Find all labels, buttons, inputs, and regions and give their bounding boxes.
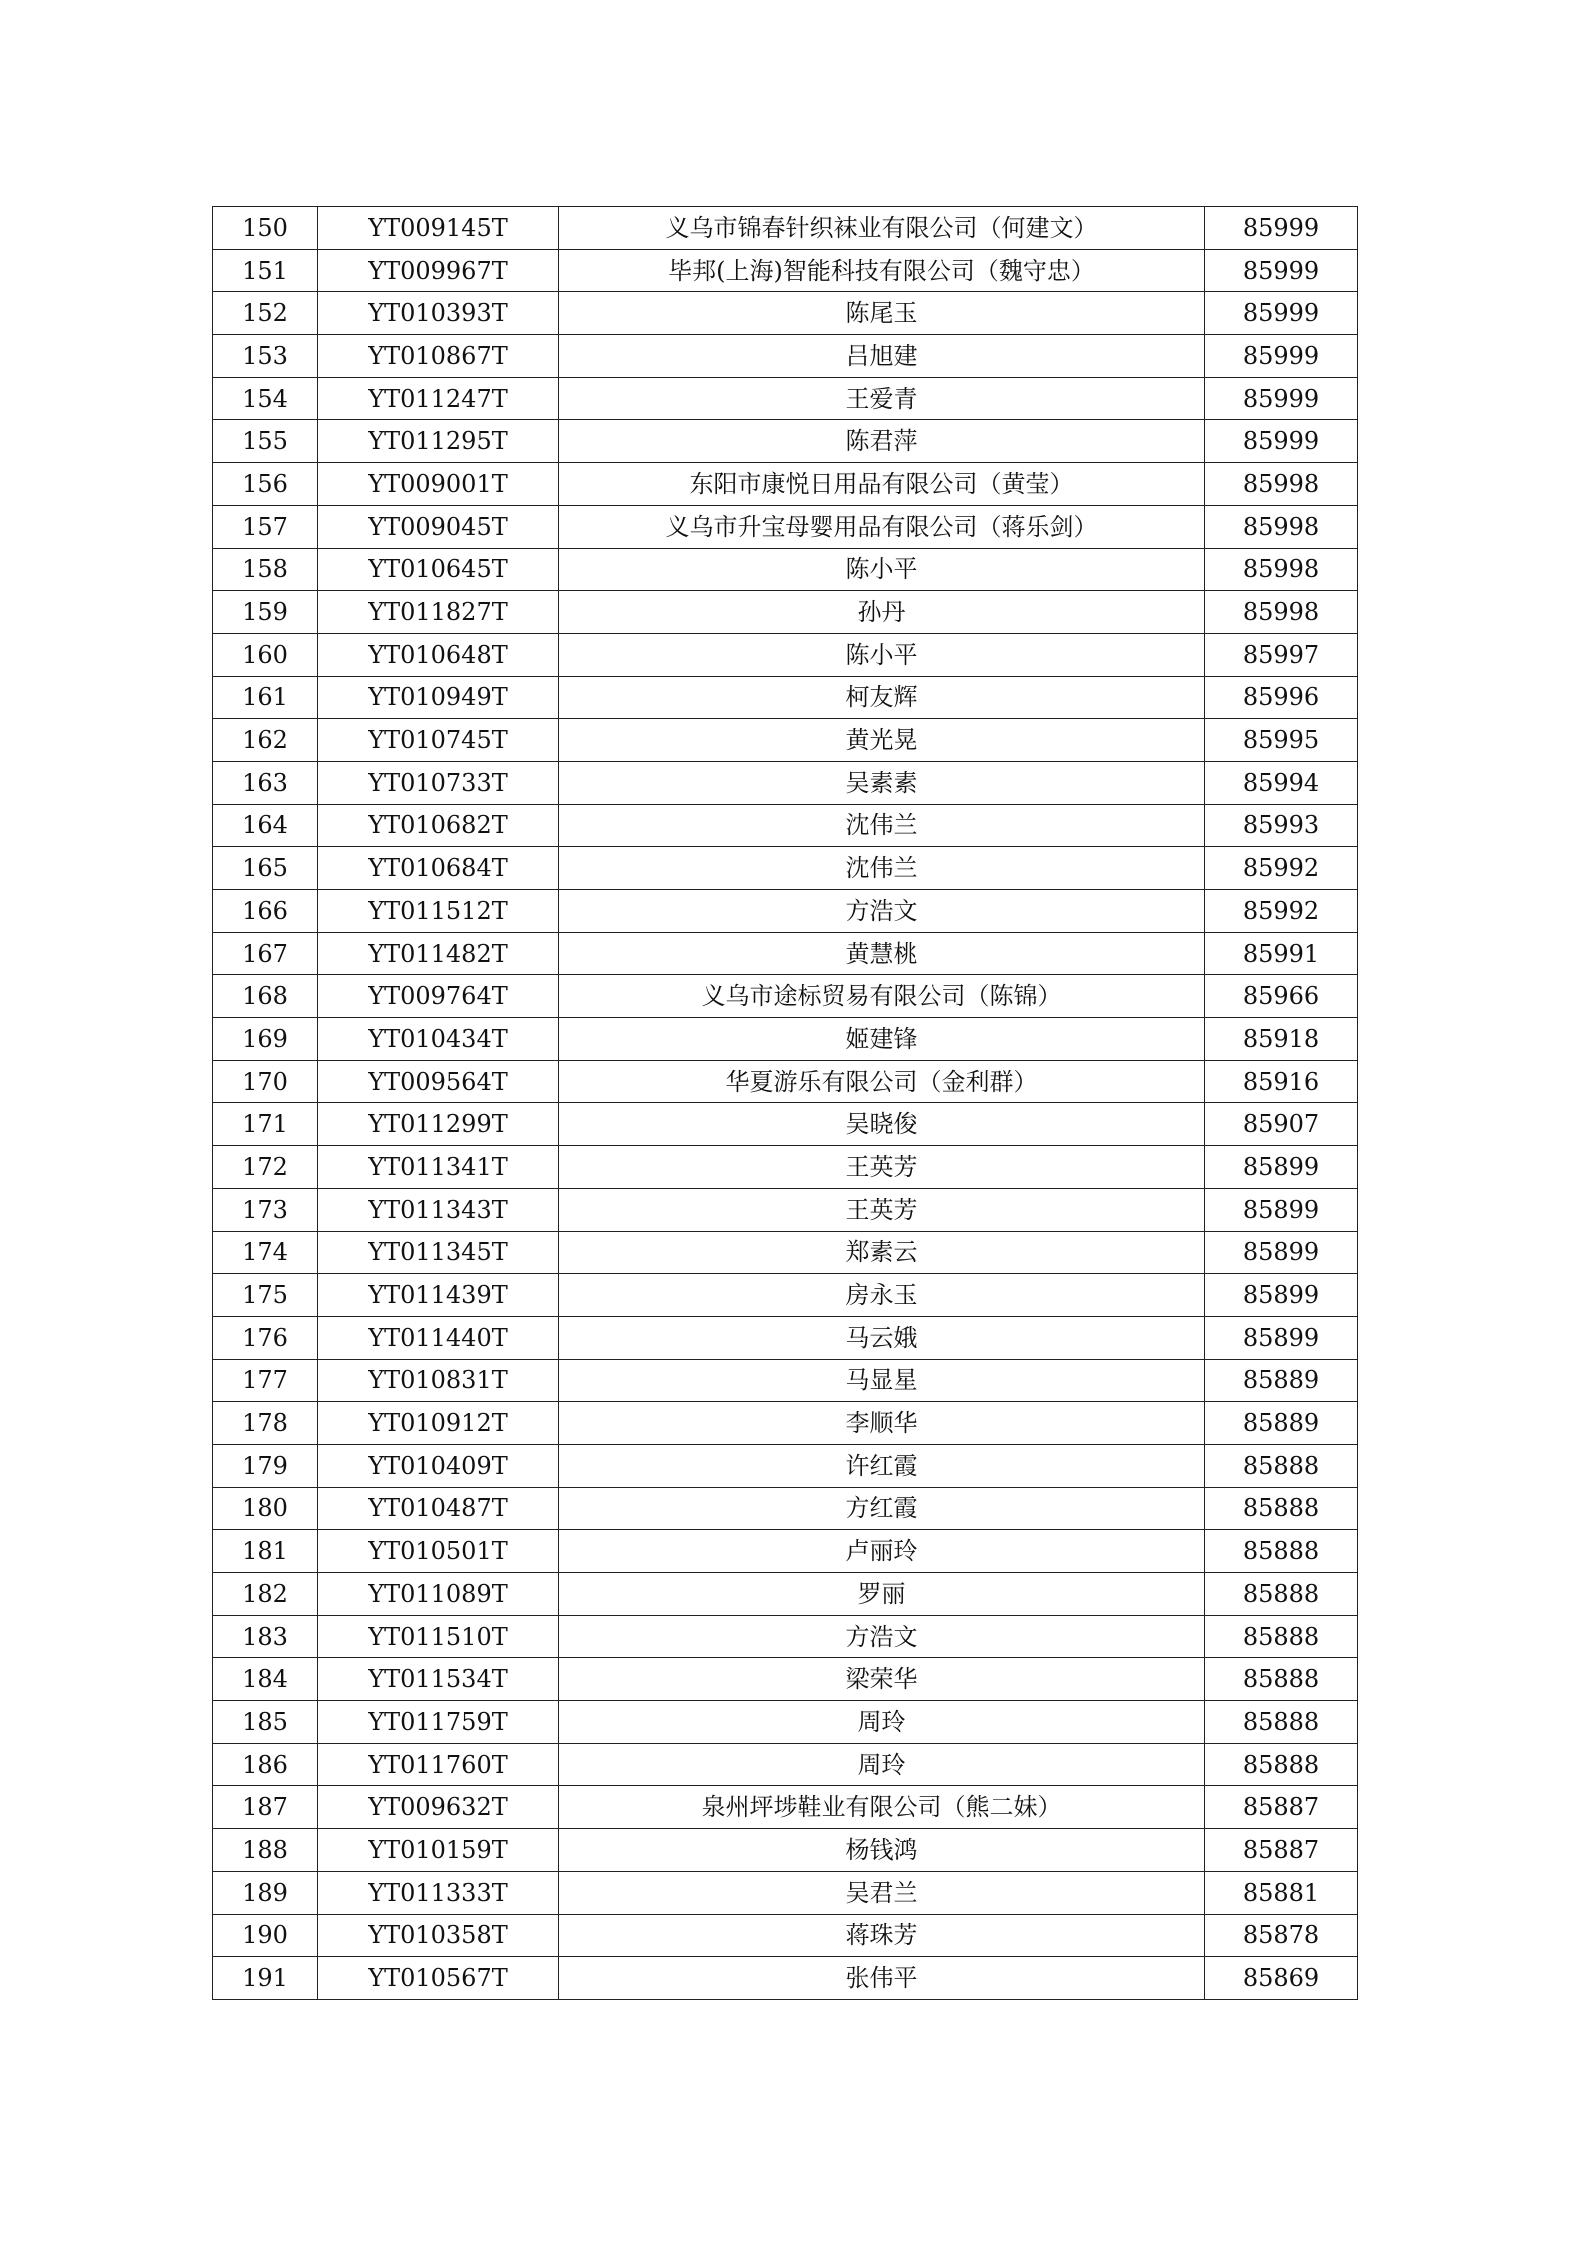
entrant-name-cell: 房永玉 [559,1274,1205,1317]
entrant-name-cell: 陈小平 [559,633,1205,676]
row-number-cell: 152 [213,292,318,335]
score-cell: 85887 [1205,1786,1358,1829]
row-number-cell: 188 [213,1829,318,1872]
entrant-name-cell: 华夏游乐有限公司（金利群） [559,1060,1205,1103]
table-row [213,1103,1358,1146]
table-row [213,591,1358,634]
entry-code-cell: YT010159T [318,1829,559,1872]
score-cell: 85888 [1205,1444,1358,1487]
table-row [213,975,1358,1018]
entrant-name-cell: 沈伟兰 [559,804,1205,847]
entrant-name-cell: 杨钱鸿 [559,1829,1205,1872]
entry-code-cell: YT009001T [318,463,559,506]
entry-code-cell: YT010501T [318,1530,559,1573]
row-number-cell: 169 [213,1018,318,1061]
row-number-cell: 164 [213,804,318,847]
score-cell: 85888 [1205,1615,1358,1658]
score-cell: 85996 [1205,676,1358,719]
score-cell: 85999 [1205,335,1358,378]
row-number-cell: 183 [213,1615,318,1658]
table-row [213,890,1358,933]
entrant-name-cell: 姬建锋 [559,1018,1205,1061]
entry-code-cell: YT011341T [318,1146,559,1189]
table-row [213,1743,1358,1786]
entrant-name-cell: 方浩文 [559,1615,1205,1658]
entry-code-cell: YT010567T [318,1957,559,2000]
row-number-cell: 153 [213,335,318,378]
row-number-cell: 185 [213,1701,318,1744]
score-cell: 85992 [1205,847,1358,890]
row-number-cell: 184 [213,1658,318,1701]
entrant-name-cell: 沈伟兰 [559,847,1205,890]
entrant-name-cell: 毕邦(上海)智能科技有限公司（魏守忠） [559,249,1205,292]
row-number-cell: 186 [213,1743,318,1786]
score-cell: 85888 [1205,1573,1358,1616]
row-number-cell: 177 [213,1359,318,1402]
entry-code-cell: YT011333T [318,1871,559,1914]
entrant-name-cell: 泉州坪埗鞋业有限公司（熊二妹） [559,1786,1205,1829]
score-cell: 85889 [1205,1359,1358,1402]
row-number-cell: 168 [213,975,318,1018]
entry-code-cell: YT010684T [318,847,559,890]
table-row [213,505,1358,548]
entry-code-cell: YT010831T [318,1359,559,1402]
row-number-cell: 156 [213,463,318,506]
entry-code-cell: YT009632T [318,1786,559,1829]
entrant-name-cell: 吴晓俊 [559,1103,1205,1146]
entry-code-cell: YT011440T [318,1316,559,1359]
entry-code-cell: YT010682T [318,804,559,847]
score-cell: 85899 [1205,1316,1358,1359]
table-row [213,1018,1358,1061]
entrant-name-cell: 王英芳 [559,1188,1205,1231]
row-number-cell: 191 [213,1957,318,2000]
entry-code-cell: YT010733T [318,761,559,804]
entrant-name-cell: 方浩文 [559,890,1205,933]
entrant-name-cell: 卢丽玲 [559,1530,1205,1573]
entrant-name-cell: 吕旭建 [559,335,1205,378]
row-number-cell: 172 [213,1146,318,1189]
entrant-name-cell: 梁荣华 [559,1658,1205,1701]
entrant-name-cell: 黄慧桃 [559,932,1205,975]
table-row [213,249,1358,292]
score-cell: 85999 [1205,420,1358,463]
entrant-name-cell: 周玲 [559,1743,1205,1786]
entrant-name-cell: 马显星 [559,1359,1205,1402]
score-cell: 85998 [1205,591,1358,634]
row-number-cell: 180 [213,1487,318,1530]
table-row [213,377,1358,420]
entry-code-cell: YT011534T [318,1658,559,1701]
row-number-cell: 158 [213,548,318,591]
score-cell: 85916 [1205,1060,1358,1103]
row-number-cell: 162 [213,719,318,762]
entrant-name-cell: 许红霞 [559,1444,1205,1487]
entry-code-cell: YT011299T [318,1103,559,1146]
entrant-name-cell: 张伟平 [559,1957,1205,2000]
entrant-name-cell: 王英芳 [559,1146,1205,1189]
row-number-cell: 171 [213,1103,318,1146]
row-number-cell: 150 [213,207,318,250]
table-row [213,1701,1358,1744]
entrant-name-cell: 孙丹 [559,591,1205,634]
score-cell: 85899 [1205,1146,1358,1189]
row-number-cell: 187 [213,1786,318,1829]
entrant-name-cell: 王爱青 [559,377,1205,420]
entry-code-cell: YT010358T [318,1914,559,1957]
entrant-name-cell: 李顺华 [559,1402,1205,1445]
table-row [213,1316,1358,1359]
entrant-name-cell: 罗丽 [559,1573,1205,1616]
table-row [213,1871,1358,1914]
score-cell: 85998 [1205,548,1358,591]
table-row [213,1829,1358,1872]
table-row [213,1487,1358,1530]
entrant-name-cell: 东阳市康悦日用品有限公司（黄莹） [559,463,1205,506]
entry-code-cell: YT011510T [318,1615,559,1658]
score-cell: 85992 [1205,890,1358,933]
entry-code-cell: YT010645T [318,548,559,591]
entry-code-cell: YT011343T [318,1188,559,1231]
table-row [213,932,1358,975]
row-number-cell: 154 [213,377,318,420]
score-cell: 85888 [1205,1701,1358,1744]
row-number-cell: 182 [213,1573,318,1616]
entry-code-cell: YT010487T [318,1487,559,1530]
table-row [213,847,1358,890]
entrant-name-cell: 吴素素 [559,761,1205,804]
entry-code-cell: YT011512T [318,890,559,933]
score-cell: 85888 [1205,1487,1358,1530]
row-number-cell: 163 [213,761,318,804]
entry-code-cell: YT010393T [318,292,559,335]
table-row [213,719,1358,762]
row-number-cell: 181 [213,1530,318,1573]
row-number-cell: 174 [213,1231,318,1274]
score-cell: 85998 [1205,463,1358,506]
entrant-name-cell: 义乌市升宝母婴用品有限公司（蒋乐剑） [559,505,1205,548]
entry-code-cell: YT011295T [318,420,559,463]
row-number-cell: 166 [213,890,318,933]
entry-code-cell: YT010745T [318,719,559,762]
entry-code-cell: YT009967T [318,249,559,292]
row-number-cell: 161 [213,676,318,719]
table-row [213,1231,1358,1274]
entry-code-cell: YT009564T [318,1060,559,1103]
row-number-cell: 151 [213,249,318,292]
entrant-name-cell: 义乌市途标贸易有限公司（陈锦） [559,975,1205,1018]
entry-code-cell: YT010648T [318,633,559,676]
score-cell: 85888 [1205,1743,1358,1786]
entrant-name-cell: 蒋珠芳 [559,1914,1205,1957]
score-cell: 85878 [1205,1914,1358,1957]
table-row [213,1402,1358,1445]
table-row [213,1786,1358,1829]
entrant-name-cell: 吴君兰 [559,1871,1205,1914]
entry-code-cell: YT010867T [318,335,559,378]
score-cell: 85887 [1205,1829,1358,1872]
score-cell: 85907 [1205,1103,1358,1146]
score-cell: 85999 [1205,292,1358,335]
score-cell: 85997 [1205,633,1358,676]
entrant-name-cell: 黄光晃 [559,719,1205,762]
row-number-cell: 176 [213,1316,318,1359]
ranking-table [212,206,1358,2000]
table-row [213,1615,1358,1658]
score-cell: 85999 [1205,207,1358,250]
entry-code-cell: YT010912T [318,1402,559,1445]
table-row [213,1060,1358,1103]
entrant-name-cell: 陈小平 [559,548,1205,591]
score-cell: 85918 [1205,1018,1358,1061]
table-row [213,633,1358,676]
entry-code-cell: YT010409T [318,1444,559,1487]
table-row [213,420,1358,463]
entry-code-cell: YT010949T [318,676,559,719]
table-row [213,1530,1358,1573]
table-row [213,676,1358,719]
score-cell: 85889 [1205,1402,1358,1445]
row-number-cell: 157 [213,505,318,548]
entry-code-cell: YT011482T [318,932,559,975]
row-number-cell: 165 [213,847,318,890]
score-cell: 85888 [1205,1658,1358,1701]
entry-code-cell: YT011247T [318,377,559,420]
entry-code-cell: YT011345T [318,1231,559,1274]
score-cell: 85998 [1205,505,1358,548]
entry-code-cell: YT009764T [318,975,559,1018]
score-cell: 85899 [1205,1188,1358,1231]
score-cell: 85899 [1205,1231,1358,1274]
entry-code-cell: YT011760T [318,1743,559,1786]
entrant-name-cell: 方红霞 [559,1487,1205,1530]
table-row [213,292,1358,335]
score-cell: 85991 [1205,932,1358,975]
score-cell: 85899 [1205,1274,1358,1317]
entry-code-cell: YT011759T [318,1701,559,1744]
table-body [213,207,1358,2000]
table-row [213,1573,1358,1616]
entrant-name-cell: 柯友辉 [559,676,1205,719]
score-cell: 85888 [1205,1530,1358,1573]
entry-code-cell: YT010434T [318,1018,559,1061]
row-number-cell: 175 [213,1274,318,1317]
entrant-name-cell: 义乌市锦春针织袜业有限公司（何建文） [559,207,1205,250]
table-row [213,1957,1358,2000]
row-number-cell: 178 [213,1402,318,1445]
row-number-cell: 160 [213,633,318,676]
table-row [213,207,1358,250]
score-cell: 85995 [1205,719,1358,762]
row-number-cell: 173 [213,1188,318,1231]
score-cell: 85966 [1205,975,1358,1018]
table-row [213,1658,1358,1701]
score-cell: 85999 [1205,249,1358,292]
table-row [213,1146,1358,1189]
table-row [213,1274,1358,1317]
table-row [213,1359,1358,1402]
score-cell: 85869 [1205,1957,1358,2000]
score-cell: 85994 [1205,761,1358,804]
row-number-cell: 155 [213,420,318,463]
score-cell: 85999 [1205,377,1358,420]
table-row [213,761,1358,804]
row-number-cell: 179 [213,1444,318,1487]
entry-code-cell: YT009045T [318,505,559,548]
entrant-name-cell: 郑素云 [559,1231,1205,1274]
table-row [213,548,1358,591]
entry-code-cell: YT011827T [318,591,559,634]
entry-code-cell: YT011439T [318,1274,559,1317]
table-row [213,804,1358,847]
table-row [213,335,1358,378]
table-row [213,1444,1358,1487]
row-number-cell: 167 [213,932,318,975]
entrant-name-cell: 陈君萍 [559,420,1205,463]
entrant-name-cell: 陈尾玉 [559,292,1205,335]
entry-code-cell: YT011089T [318,1573,559,1616]
score-cell: 85881 [1205,1871,1358,1914]
entrant-name-cell: 马云娥 [559,1316,1205,1359]
row-number-cell: 190 [213,1914,318,1957]
table-row [213,463,1358,506]
table-row [213,1914,1358,1957]
row-number-cell: 159 [213,591,318,634]
score-cell: 85993 [1205,804,1358,847]
entrant-name-cell: 周玲 [559,1701,1205,1744]
table-row [213,1188,1358,1231]
row-number-cell: 170 [213,1060,318,1103]
row-number-cell: 189 [213,1871,318,1914]
entry-code-cell: YT009145T [318,207,559,250]
